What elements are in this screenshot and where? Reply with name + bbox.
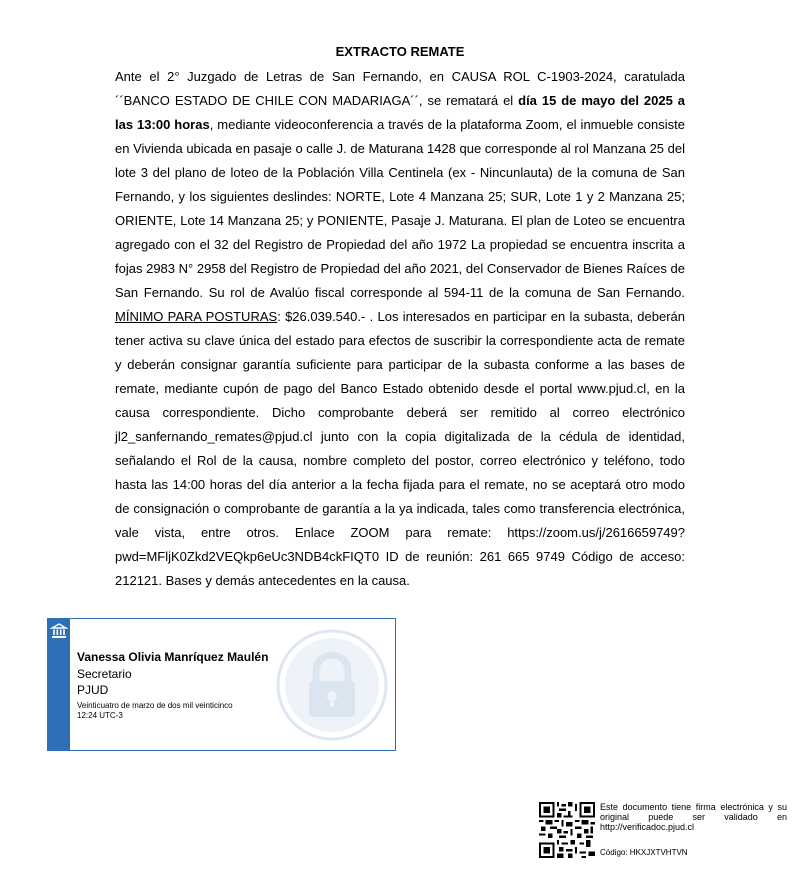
minimum-bid-label: MÍNIMO PARA POSTURAS xyxy=(115,309,278,324)
body-text-part: Ante el 2° Juzgado de Letras de San Fernando, en CAUSA ROL C-1903-2024, caratulada ´´BANCO ESTADO DE CHILE CON MADARIAGA´´, se rematará el xyxy=(115,69,685,108)
auction-date: día 15 de mayo del 2025 a las 13:00 horas xyxy=(115,93,685,132)
document-title: EXTRACTO REMATE xyxy=(335,44,465,59)
verification-notice: Este documento tiene firma electrónica y su original puede ser validado en http://verificadoc.pjud.cl xyxy=(600,802,787,832)
signer-role: Secretario xyxy=(77,667,132,681)
lock-icon xyxy=(276,627,388,743)
verification-code: Código: HKXJXTVHTVN xyxy=(600,848,688,857)
signature-time-text: 12:24 UTC-3 xyxy=(77,711,123,720)
body-text-part: : $26.039.540.- . Los interesados en participar en la subasta, deberán tener activa su clave única del estado para efectos de suscribir la correspondiente acta de remate y deberán consignar garantía suficiente para participar de la subasta conforme a las bases de remate, mediante cupón de pago del Banco Estado obtenido desde el portal www.pjud.cl, en la causa correspondiente. Dicho comprobante deberá ser remitido al correo electrónico jl2_sanfernando_remates@pjud.cl junto con la copia digitalizada de la cédula de identidad, señalando el Rol de la causa, nombre completo del postor, correo electrónico y teléfono, todo hasta las 14:00 horas del día anterior a la fecha fijada para el remate, no se aceptará otro modo de consignación o comprobante de garantía a la ya indicada, tales como transferencia electrónica, vale vista, entre otros. Enlace ZOOM para remate: https://zoom.us/j/2616659749?pwd=MFljK0Zkd2VEQkp6eUc3NDB4ckFIQT0 ID de reunión: 261 665 9749 Código de acceso: 212121. Bases y demás antecedentes en la causa. xyxy=(115,309,685,588)
signer-name: Vanessa Olivia Manríquez Maulén xyxy=(77,650,269,664)
signer-organization: PJUD xyxy=(77,683,109,697)
signature-date xyxy=(77,701,233,721)
signature-sidebar xyxy=(48,619,70,750)
signature-date-text: Veinticuatro de marzo de dos mil veinticinco xyxy=(77,701,233,710)
bank-icon xyxy=(50,622,68,640)
body-text-part: , mediante videoconferencia a través de la plataforma Zoom, el inmueble consiste en Vivienda ubicada en pasaje o calle J. de Maturana 1428 que corresponde al rol Manzana 25 del lote 3 del plano de loteo de la Población Villa Centinela (ex - Nincunlauta) de la comuna de San Fernando, y los siguientes deslindes: NORTE, Lote 4 Manzana 25; SUR, Lote 1 y 2 Manzana 25; ORIENTE, Lote 14 Manzana 25; y PONIENTE, Pasaje J. Maturana. El plan de Loteo se encuentra agregado con el 32 del Registro de Propiedad del año 1972 La propiedad se encuentra inscrita a fojas 2983 N° 2958 del Registro de Propiedad del año 2021, del Conservador de Bienes Raíces de San Fernando. Su rol de Avalúo fiscal corresponde al 594-11 de la comuna de San Fernando. xyxy=(115,117,685,300)
document-body xyxy=(115,65,685,593)
qr-code-icon xyxy=(539,802,595,858)
signature-box xyxy=(47,618,396,751)
